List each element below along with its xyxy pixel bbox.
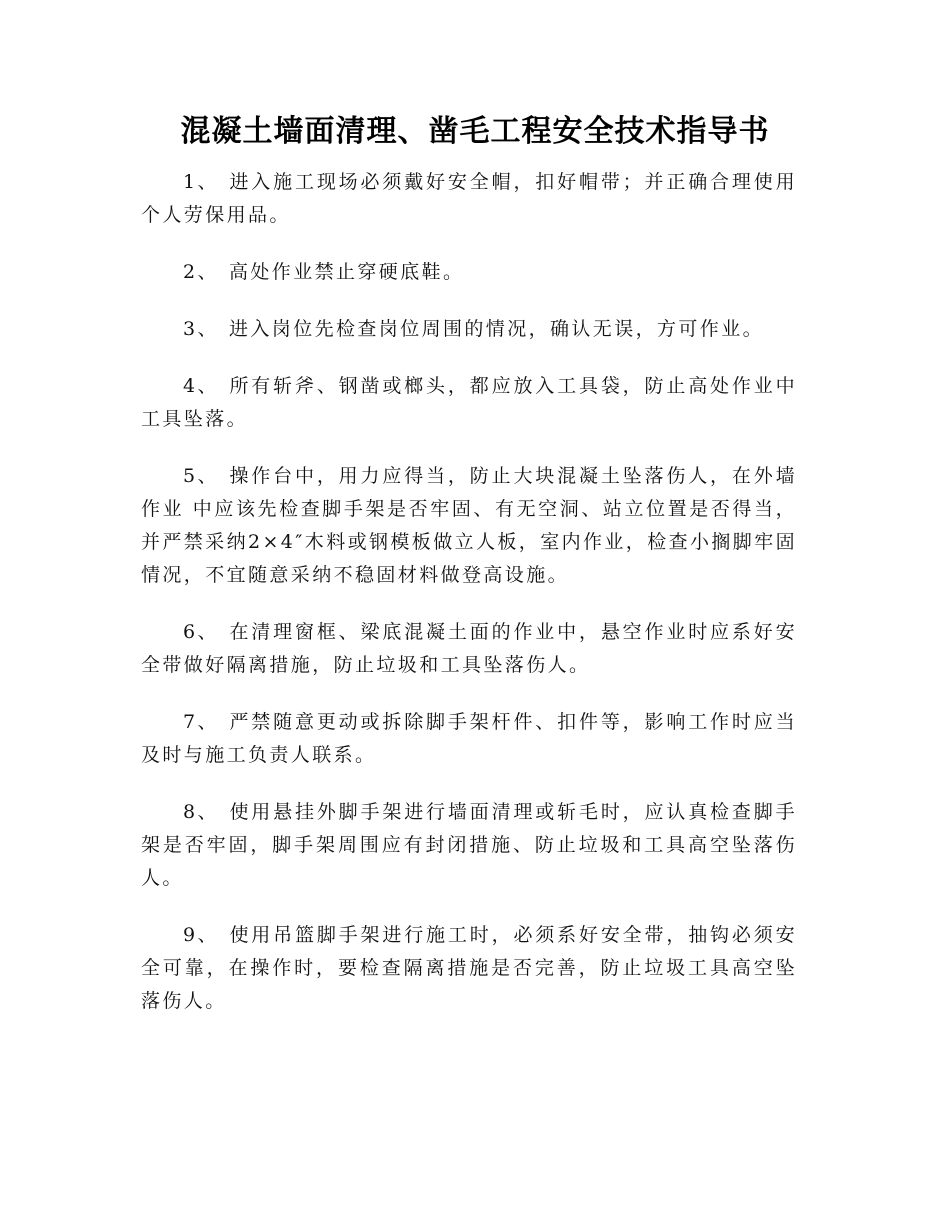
document-title: 混凝土墙面清理、凿毛工程安全技术指导书 [180, 114, 770, 149]
list-item-8 [141, 796, 797, 895]
list-item-2 [141, 256, 797, 289]
item-text: 使用吊篮脚手架进行施工时，必须系好安全带，抽钩必须安全可靠，在操作时，要检查隔离措施是否完善，防止垃圾工具高空坠落伤人。 [141, 924, 797, 1012]
document-body [141, 166, 797, 1042]
list-item-5 [141, 460, 797, 592]
item-text: 使用悬挂外脚手架进行墙面清理或斩毛时，应认真检查脚手架是否牢固，脚手架周围应有封闭措施、防止垃圾和工具高空坠落伤人。 [141, 801, 797, 889]
item-number: 5、 [183, 465, 219, 487]
item-number: 6、 [183, 621, 219, 643]
item-text: 操作台中，用力应得当，防止大块混凝土坠落伤人，在外墙作业 中应该先检查脚手架是否牢固、有无空洞、站立位置是否得当，并严禁采纳2×4″木料或钢模板做立人板，室内作业，检查小搁脚牢固情况，不宜随意采纳不稳固材料做登高设施。 [141, 465, 797, 586]
item-text: 进入施工现场必须戴好安全帽，扣好帽带；并正确合理使用个人劳保用品。 [141, 171, 797, 226]
list-item-4 [141, 370, 797, 436]
list-item-9 [141, 919, 797, 1018]
item-number: 8、 [183, 801, 219, 823]
item-number: 3、 [183, 318, 219, 340]
item-text: 所有斩斧、钢凿或榔头，都应放入工具袋，防止高处作业中工具坠落。 [141, 375, 797, 430]
list-item-7 [141, 706, 797, 772]
item-number: 9、 [183, 924, 219, 946]
item-text: 严禁随意更动或拆除脚手架杆件、扣件等，影响工作时应当及时与施工负责人联系。 [141, 711, 797, 766]
list-item-6 [141, 616, 797, 682]
item-text: 在清理窗框、梁底混凝土面的作业中，悬空作业时应系好安全带做好隔离措施，防止垃圾和工具坠落伤人。 [141, 621, 797, 676]
item-text: 进入岗位先检查岗位周围的情况，确认无误，方可作业。 [229, 318, 765, 340]
item-number: 2、 [183, 261, 219, 283]
list-item-3 [141, 313, 797, 346]
item-text: 高处作业禁止穿硬底鞋。 [229, 261, 465, 283]
item-number: 7、 [183, 711, 219, 733]
item-number: 4、 [183, 375, 219, 397]
list-item-1 [141, 166, 797, 232]
item-number: 1、 [183, 171, 219, 193]
